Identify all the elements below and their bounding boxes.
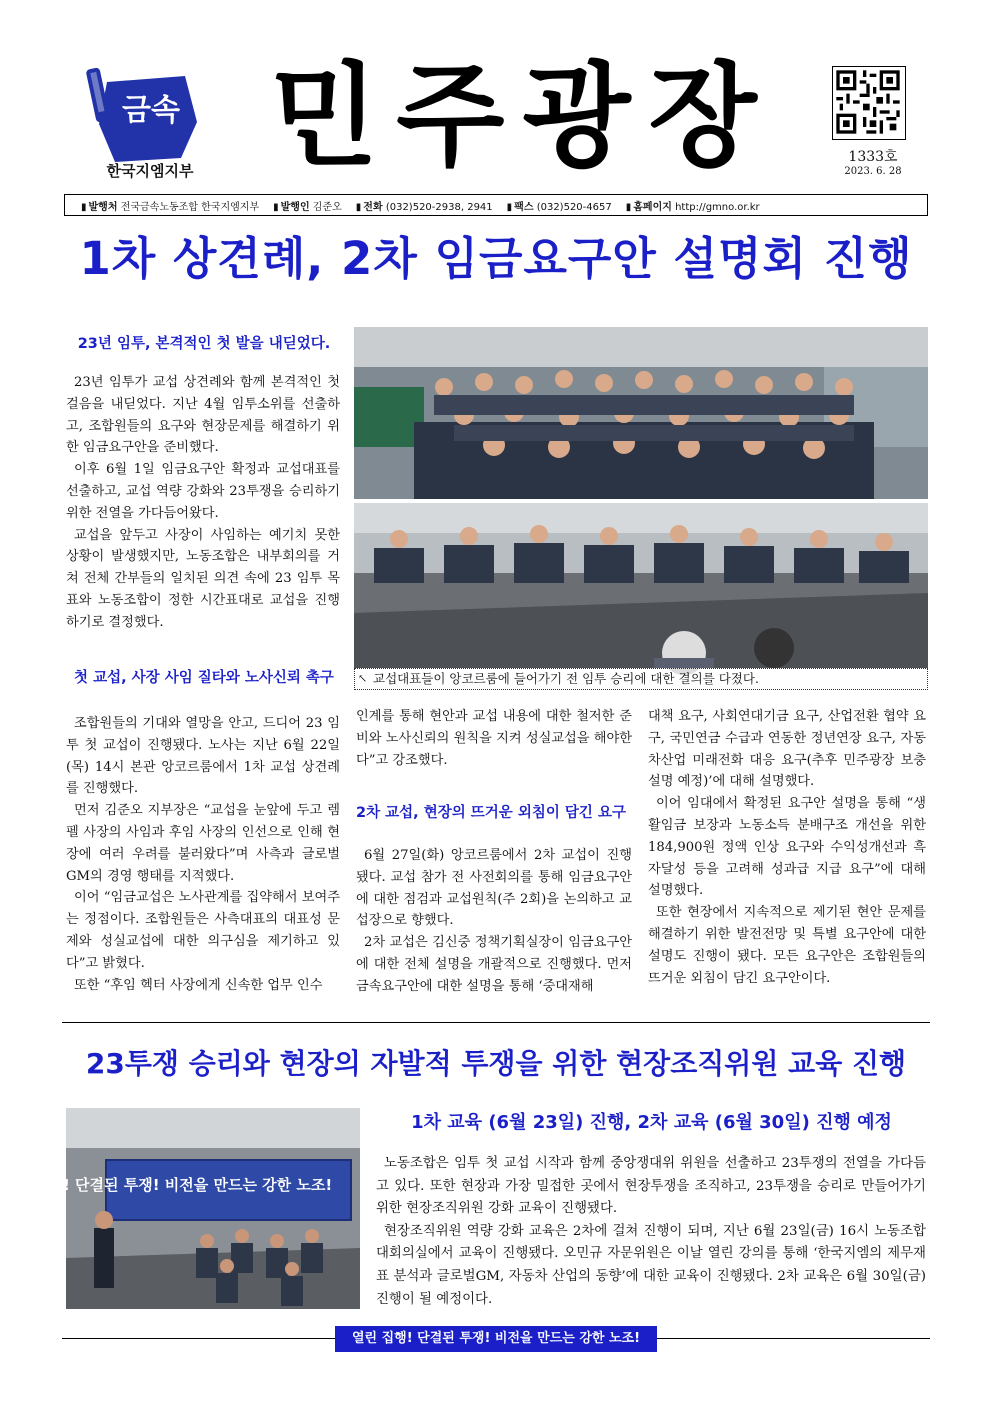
union-logo	[85, 62, 205, 170]
article1-column-2	[356, 706, 632, 771]
publisher-label: ▮ 발행처	[81, 202, 118, 213]
homepage-label: ▮ 홈페이지	[626, 202, 672, 213]
phone: (032)520-2938, 2941	[385, 201, 493, 213]
fax: (032)520-4657	[536, 201, 612, 213]
education-photo-image	[0, 1108, 360, 1309]
issuer-label: ▮ 발행인	[273, 202, 310, 213]
paragraph: 인계를 통해 현안과 교섭 내용에 대한 철저한 준비와 노사신뢰의 원칙을 지켜 성실교섭을 해야한다”고 강조했다.	[356, 709, 632, 768]
issue-date: 2023. 6. 28	[844, 166, 902, 177]
paragraph: 이어 임대에서 확정된 요구안 설명을 통해 “생활임금 보장과 노동소득 분배구조 개선을 위한 184,900원 정액 인상 요구와 수익성개선과 흑자달성 등을 고려해 성과급 지급 요구”에 대해 설명했다.	[648, 796, 926, 899]
org-name: 한국지엠지부	[106, 162, 194, 180]
article1-subheading-1: 23년 임투, 본격적인 첫 발을 내딛었다.	[77, 336, 331, 352]
paragraph: 노동조합은 임투 첫 교섭 시작과 함께 중앙쟁대위 위원을 선출하고 23투쟁의 전열을 가다듬고 있다. 또한 현장과 가장 밀접한 곳에서 현장투쟁을 조직하고, 23투쟁을 승리로 만들어가기 위한 현장조직위원 강화 교육이 진행됐다.	[376, 1156, 926, 1217]
footer-slogan-banner: 열린 집행! 단결된 투쟁! 비전을 만드는 강한 노조!	[335, 1326, 657, 1352]
paragraph: 2차 교섭은 김신중 정책기획실장이 임금요구안에 대한 전체 설명을 개괄적으로 진행했다. 먼저 금속요구안에 대한 설명을 통해 ‘중대재해	[356, 935, 632, 994]
article1-subheading-3: 2차 교섭, 현장의 뜨거운 외침이 담긴 요구	[356, 805, 626, 821]
fax-label: ▮ 팩스	[507, 202, 534, 213]
phone-label: ▮ 전화	[356, 202, 383, 213]
publication-info-bar	[64, 194, 928, 216]
issuer: 김준오	[312, 201, 342, 213]
qr-code-icon[interactable]	[832, 66, 906, 140]
paragraph: 조합원들의 기대와 열망을 안고, 드디어 23 임투 첫 교섭이 진행됐다. 노사는 지난 6월 22일(목) 14시 본관 앙코르룸에서 1차 교섭 상견례를 진행했다.	[66, 716, 340, 797]
paragraph: 23년 임투가 교섭 상견례와 함께 본격적인 첫 걸음을 내딛었다. 지난 4월 임투소위를 선출하고, 조합원들의 요구와 현장문제를 해결하기 위한 임금요구안을 준비했다.	[66, 375, 340, 456]
article1-column-1	[66, 713, 340, 996]
paragraph: 이어 “임금교섭은 노사관계를 집약해서 보여주는 정점이다. 조합원들은 사측대표의 대표성 문제와 성실교섭에 대한 의구심을 제기하고 있다”고 밝혔다.	[66, 890, 340, 971]
article1-headline: 1차 상견례, 2차 임금요구안 설명회 진행	[79, 232, 913, 285]
banner-text: 열린 집행! 단결된 투쟁! 비전을 만드는 강한 노조!	[0, 1176, 333, 1194]
article1-column-2b	[356, 845, 632, 998]
paragraph: 먼저 김준오 지부장은 “교섭을 눈앞에 두고 렘펠 사장의 사임과 후임 사장의 인선으로 인해 현장에 여러 우려를 불러왔다”며 사측과 글로벌GM의 경영 행태를 지적했다.	[66, 803, 340, 884]
paragraph: 대책 요구, 사회연대기금 요구, 산업전환 협약 요구, 국민연금 수급과 연동한 정년연장 요구, 자동차산업 미래전화 대응 요구(추후 민주광장 보충 설명 예정)’에 대해 설명했다.	[648, 709, 926, 790]
photo-caption	[354, 668, 928, 690]
paragraph: 교섭을 앞두고 사장이 사임하는 예기치 못한 상황이 발생했지만, 노동조합은 내부회의를 거쳐 전체 간부들의 일치된 의견 속에 23 임투 목표와 노동조합이 정한 시간표대로 교섭을 진행하기로 결정했다.	[66, 527, 340, 630]
issue-number: 1333호	[848, 149, 898, 165]
paragraph: 6월 27일(화) 앙코르룸에서 2차 교섭이 진행됐다. 교섭 참가 전 사전회의를 통해 임금요구안에 대한 점검과 교섭원칙(주 2회)을 논의하고 교섭장으로 향했다.	[356, 848, 632, 929]
article1-left-column	[66, 372, 340, 634]
article2-body	[376, 1153, 926, 1311]
article1-column-3	[648, 706, 926, 989]
negotiation-photo-image	[354, 503, 928, 668]
paragraph: 또한 “후임 헥터 사장에게 신속한 업무 인수	[74, 977, 323, 993]
paragraph: 이후 6월 1일 임금요구안 확정과 교섭대표를 선출하고, 교섭 역량 강화와 23투쟁을 승리하기 위한 전열을 가다듬어왔다.	[66, 462, 340, 521]
article2-subheading: 1차 교육 (6월 23일) 진행, 2차 교육 (6월 30일) 진행 예정	[411, 1112, 892, 1133]
paragraph: 현장조직위원 역량 강화 교육은 2차에 걸쳐 진행이 되며, 지난 6월 23일(금) 16시 노동조합 대회의실에서 교육이 진행됐다. 오민규 자문위원은 이날 열린 강의를 통해 ‘한국지엠의 제무재표 분석과 글로벌GM, 자동차 산업의 동향’에 대한 교육이 진행됐다. 2차 교육은 6월 30일(금) 진행이 될 예정이다.	[376, 1223, 926, 1307]
caption-text: 교섭대표들이 앙코르룸에 들어가기 전 임투 승리에 대한 결의를 다졌다.	[373, 671, 759, 686]
homepage-link[interactable]: http://gmno.or.kr	[675, 201, 760, 213]
publisher: 전국금속노동조합 한국지엠지부	[120, 201, 260, 213]
group-photo-image	[354, 327, 928, 499]
section-divider	[62, 1022, 930, 1023]
article2-headline: 23투쟁 승리와 현장의 자발적 투쟁을 위한 현장조직위원 교육 진행	[85, 1047, 907, 1080]
pointer-icon: ↖	[358, 672, 368, 685]
article1-subheading-2: 첫 교섭, 사장 사임 질타와 노사신뢰 촉구	[74, 670, 334, 686]
masthead-title: 민주광장	[270, 52, 775, 182]
paragraph: 또한 현장에서 지속적으로 제기된 현안 문제를 해결하기 위한 발전전망 및 특별 요구안에 대한 설명도 진행이 됐다. 모든 요구안은 조합원들의 뜨거운 외침이 담긴 요구안이다.	[648, 905, 926, 986]
logo-text: 금속	[122, 93, 180, 128]
